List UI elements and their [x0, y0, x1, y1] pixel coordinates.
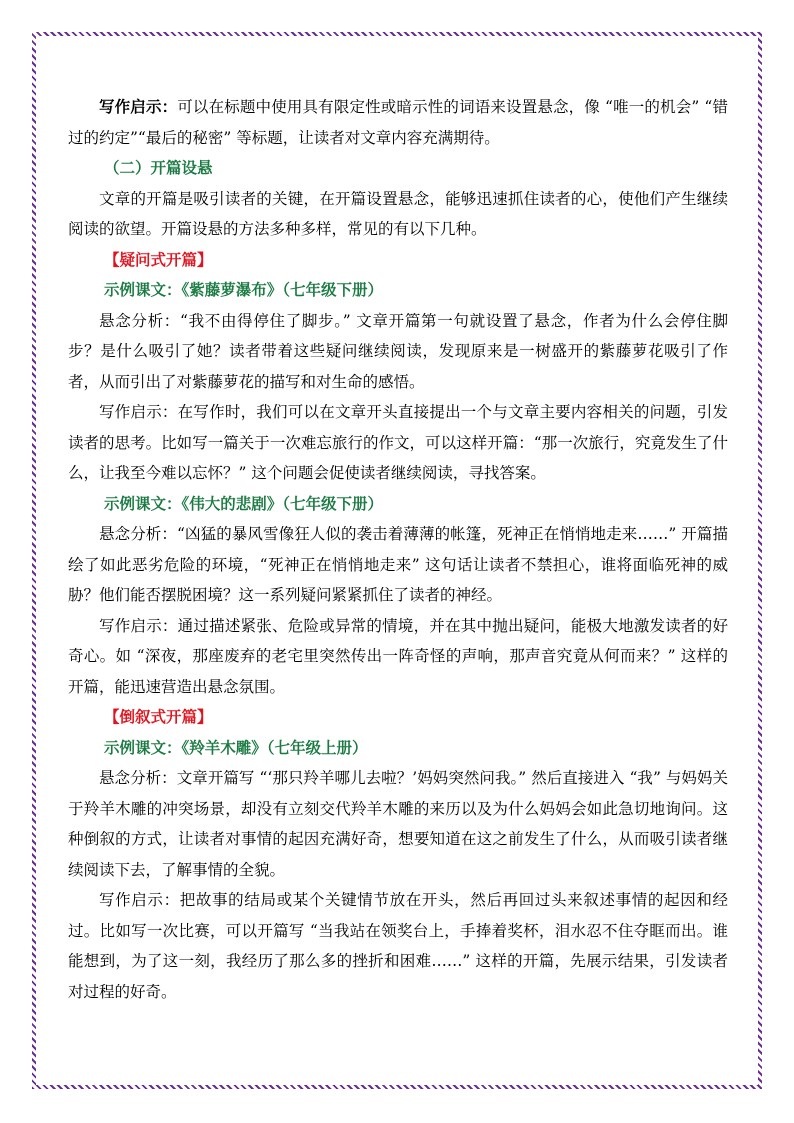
- subheading-flashback-opening: 【倒叙式开篇】: [104, 707, 213, 726]
- paragraph-analysis-ziteng: 悬念分析：“我不由得停住了脚步。” 文章开篇第一句就设置了悬念，作者为什么会停住脚步？是什么吸引了她？读者带着这些疑问继续阅读，发现原来是一树盛开的紫藤萝花吸引了作者，从而引出了对紫藤萝花的描写和对生命的感悟。: [68, 311, 728, 391]
- document-body: [68, 92, 728, 1007]
- section-heading-opening-suspense: （二）开篇设悬: [104, 158, 213, 177]
- paragraph-analysis-weida: 悬念分析：“凶猛的暴风雪像狂人似的袭击着薄薄的帐篷，死神正在悄悄地走来……” 开篇描绘了如此恶劣危险的环境，“死神正在悄悄地走来” 这句话让读者不禁担心，谁将面临死神的威胁？他们能否摆脱困境？这一系列疑问紧紧抓住了读者的神经。: [68, 525, 728, 604]
- subheading-question-opening: 【疑问式开篇】: [104, 249, 213, 269]
- paragraph-text: 可以在标题中使用具有限定性或暗示性的词语来设置悬念，像 “唯一的机会” “错过的约定”“最后的秘密” 等标题，让读者对文章内容充满期待。: [68, 98, 728, 147]
- paragraph-tip-tension: 写作启示：通过描述紧张、危险或异常的情境，并在其中抛出疑问，能极大地激发读者的好奇心。如 “深夜，那座废弃的老宅里突然传出一阵奇怪的声响，那声音究竟从何而来？” 这样的开篇，能迅速营造出悬念氛围。: [68, 616, 728, 696]
- paragraph-analysis-lingyang: 悬念分析：文章开篇写 “‘那只羚羊哪儿去啦？’妈妈突然问我。” 然后直接进入 “我” 与妈妈关于羚羊木雕的冲突场景，却没有立刻交代羚羊木雕的来历以及为什么妈妈会如此急切地询问。这种倒叙的方式，让读者对事情的起因充满好奇，想要知道在这之前发生了什么，从而吸引读者继续阅读下去，了解事情的全貌。: [68, 769, 728, 879]
- example-text-ziteng: 示例课文：《紫藤萝瀑布》（七年级下册）: [104, 280, 384, 299]
- paragraph-tip-flashback: 写作启示：把故事的结局或某个关键情节放在开头，然后再回过头来叙述事情的起因和经过。比如写一次比赛，可以开篇写 “当我站在领奖台上，手捧着奖杯，泪水忍不住夺眶而出。谁能想到，为了这一刻，我经历了那么多的挫折和困难……” 这样的开篇，先展示结果，引发读者对过程的好奇。: [68, 891, 728, 1001]
- paragraph-opening-intro: 文章的开篇是吸引读者的关键，在开篇设置悬念，能够迅速抓住读者的心，使他们产生继续阅读的欲望。开篇设悬的方法多种多样，常见的有以下几种。: [68, 189, 728, 238]
- example-text-weida: 示例课文：《伟大的悲剧》（七年级下册）: [104, 493, 384, 513]
- lead-label: 写作启示：: [99, 97, 178, 116]
- paragraph-title-tip: [68, 92, 728, 153]
- example-text-lingyang: 示例课文：《羚羊木雕》（七年级上册）: [104, 737, 368, 757]
- paragraph-tip-question: 写作启示：在写作时，我们可以在文章开头直接提出一个与文章主要内容相关的问题，引发读者的思考。比如写一篇关于一次难忘旅行的作文，可以这样开篇：“那一次旅行，究竟发生了什么，让我至今难以忘怀？” 这个问题会促使读者继续阅读，寻找答案。: [68, 403, 728, 482]
